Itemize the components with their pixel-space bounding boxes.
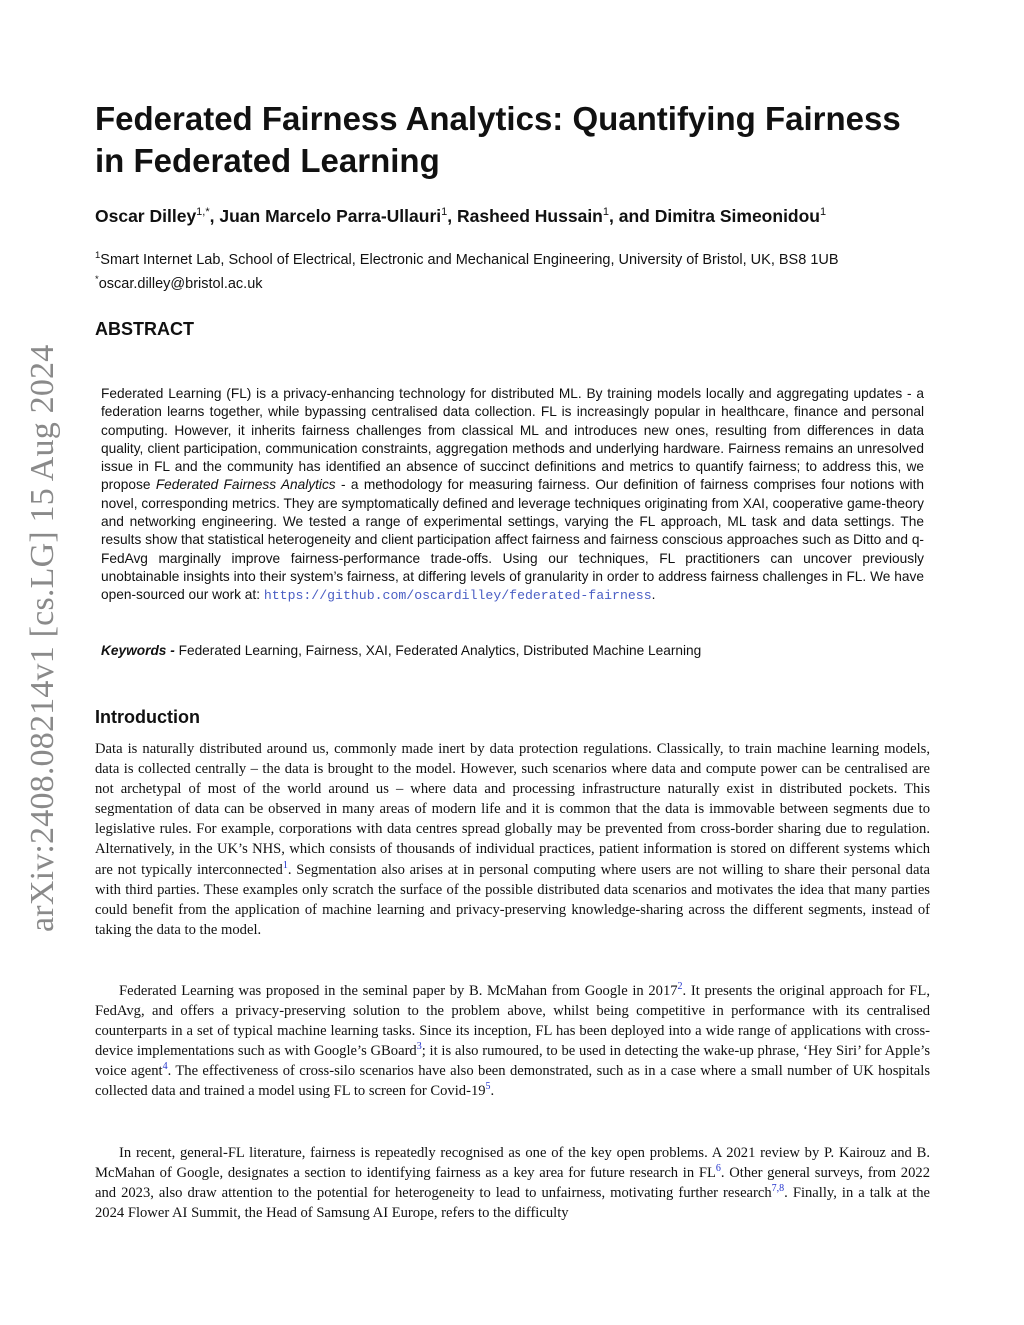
citation-link[interactable]: [772, 1183, 785, 1194]
paragraph-text: Data is naturally distributed around us, commonly made inert by data protection regulations. Classically, to train machine learning models, data is collected centrally – the data is brought to the model. However, such scenarios where data and compute power can be centralised are not archetypal of most of the world around us – where data and processing infrastructure naturally exist in distributed pockets. This segmentation of data can be observed in many areas of modern life and it is common that the data is immovable between segments due to legislative rules. For example, corporations with data centres spread globally may be prevented from cross-border sharing due to regulation. Alternatively, in the UK’s NHS, which consists of thousands of individual practices, patient information is stored on different systems which are not typically interconnected: [95, 741, 930, 878]
paragraph-text: .: [490, 1083, 495, 1100]
citation-number[interactable]: 8: [779, 1183, 785, 1195]
paragraph-text: ; it is also rumoured, to be used in detecting the wake-up phrase, ‘Hey Siri’ for Apple’s voice agent: [95, 1043, 930, 1080]
author-affiliation-mark: 1: [602, 206, 609, 218]
introduction-heading: Introduction: [95, 707, 200, 727]
author-affiliation-mark: 1: [441, 206, 448, 218]
intro-paragraph-3: [95, 1143, 930, 1223]
author-separator: ,: [209, 205, 220, 226]
abstract-text-part: - a methodology for measuring fairness. Our definition of fairness comprises four notions with novel, corresponding metrics. They are symptomatically defined and leverage techniques originating from XAI, cooperative game-theory and networking engineering. We tested a range of experimental settings, varying the FL approach, ML task and data settings. The results show that statistical heterogeneity and client participation affect fairness and fairness conscious approaches such as Ditto and q-FedAvg marginally improve fairness-performance trade-offs. Using our techniques, FL practitioners can uncover previously unobtainable insights into their system’s fairness, at differing levels of granularity in order to address fairness challenges in FL. We have open-sourced our work at:: [101, 477, 924, 603]
keywords-line: [101, 642, 924, 660]
paragraph-text: . Finally, in a talk at the 2024 Flower AI Summit, the Head of Samsung AI Europe, refers to the difficulty: [95, 1185, 931, 1222]
author-separator: ,: [447, 205, 457, 226]
title-line-1: Federated Fairness Analytics: Quantifying Fairness: [95, 100, 901, 137]
paragraph-text: . Segmentation also arises at in personal computing where users are not willing to share their personal data with third parties. These examples only scratch the surface of the possible distributed data scenarios and motivates the idea that many parties could benefit from the application of machine learning and privacy-preserving knowledge-sharing across the different segments, instead of taking the data to the model.: [95, 861, 930, 938]
citation-link[interactable]: 3: [416, 1041, 422, 1053]
author-name: Oscar Dilley: [95, 205, 197, 226]
intro-paragraph-2: [95, 981, 930, 1102]
email-line: [95, 270, 975, 294]
author-affiliation-mark: 1: [820, 206, 827, 218]
author-name: Dimitra Simeonidou: [654, 205, 820, 226]
abstract-text-part: Federated Learning (FL) is a privacy-enhancing technology for distributed ML. By training models locally and aggregating updates - a federation learns together, while bypassing centralised data collection. FL is increasingly popular in healthcare, finance and personal computing. However, it inherits fairness challenges from classical ML and introduces new ones, resulting from differences in data quality, client participation, communication constraints, aggregation methods and underlying hardware. Fairness remains an unresolved issue in FL and the community has identified an absence of succinct definitions and metrics to quantify fairness; to address this, we propose: [101, 386, 924, 493]
paper-title: [95, 98, 955, 182]
abstract-end: .: [651, 587, 656, 603]
citation-link[interactable]: 6: [715, 1163, 721, 1175]
citation-link[interactable]: 1: [282, 859, 288, 871]
github-link[interactable]: https://github.com/oscardilley/federated-fairness: [263, 588, 652, 604]
citation-link[interactable]: 4: [162, 1061, 168, 1073]
author-affiliation-mark: 1,*: [196, 206, 210, 218]
title-line-2: in Federated Learning: [95, 142, 440, 179]
citation-separator: ,: [776, 1183, 780, 1195]
citation-link[interactable]: 5: [485, 1081, 491, 1093]
keywords-list: Federated Learning, Fairness, XAI, Federated Analytics, Distributed Machine Learning: [178, 643, 702, 658]
affiliation-mark: 1: [95, 250, 101, 261]
abstract-method-name: Federated Fairness Analytics: [155, 477, 336, 493]
author-name: Juan Marcelo Parra-Ullauri: [219, 205, 442, 226]
paragraph-text: . Other general surveys, from 2022 and 2023, also draw attention to the potential for heterogeneity to lead to unfairness, motivating further research: [95, 1165, 930, 1202]
citation-link[interactable]: 2: [677, 981, 683, 993]
paragraph-text: In recent, general-FL literature, fairness is repeatedly recognised as one of the key open problems. A 2021 review by P. Kairouz and B. McMahan of Google, designates a section to identifying fairness as a key area for future research in FL: [95, 1145, 930, 1182]
affiliation-text: Smart Internet Lab, School of Electrical, Electronic and Mechanical Engineering, University of Bristol, UK, BS8 1UB: [100, 251, 839, 268]
affiliation-line: [95, 246, 975, 270]
intro-paragraph-1: [95, 739, 930, 940]
paragraph-text: . It presents the original approach for FL, FedAvg, and offers a privacy-preserving solution to the problem above, whilst being competitive in performance with its centralised counterparts in a set of typical machine learning tasks. Since its inception, FL has been deployed into a wide range of applications with cross-device implementations such as with Google’s GBoard: [95, 983, 930, 1060]
author-separator: , and: [609, 205, 655, 226]
author-list: [95, 200, 975, 228]
author-name: Rasheed Hussain: [456, 205, 603, 226]
citation-number[interactable]: 7: [771, 1183, 777, 1195]
abstract-heading: ABSTRACT: [95, 319, 194, 339]
arxiv-identifier-watermark: arXiv:2408.08214v1 [cs.LG] 15 Aug 2024: [24, 344, 61, 932]
affiliations: [95, 246, 975, 294]
paragraph-text: . The effectiveness of cross-silo scenarios have also been demonstrated, such as in a case where a small number of UK hospitals collected data and trained a model using FL to screen for Covid-19: [95, 1063, 930, 1100]
corresponding-email[interactable]: oscar.dilley@bristol.ac.uk: [98, 275, 263, 292]
paragraph-text: Federated Learning was proposed in the seminal paper by B. McMahan from Google in 2017: [119, 983, 678, 999]
abstract-text: [101, 385, 924, 606]
keywords-label: Keywords -: [101, 643, 179, 658]
email-mark: *: [95, 273, 99, 285]
